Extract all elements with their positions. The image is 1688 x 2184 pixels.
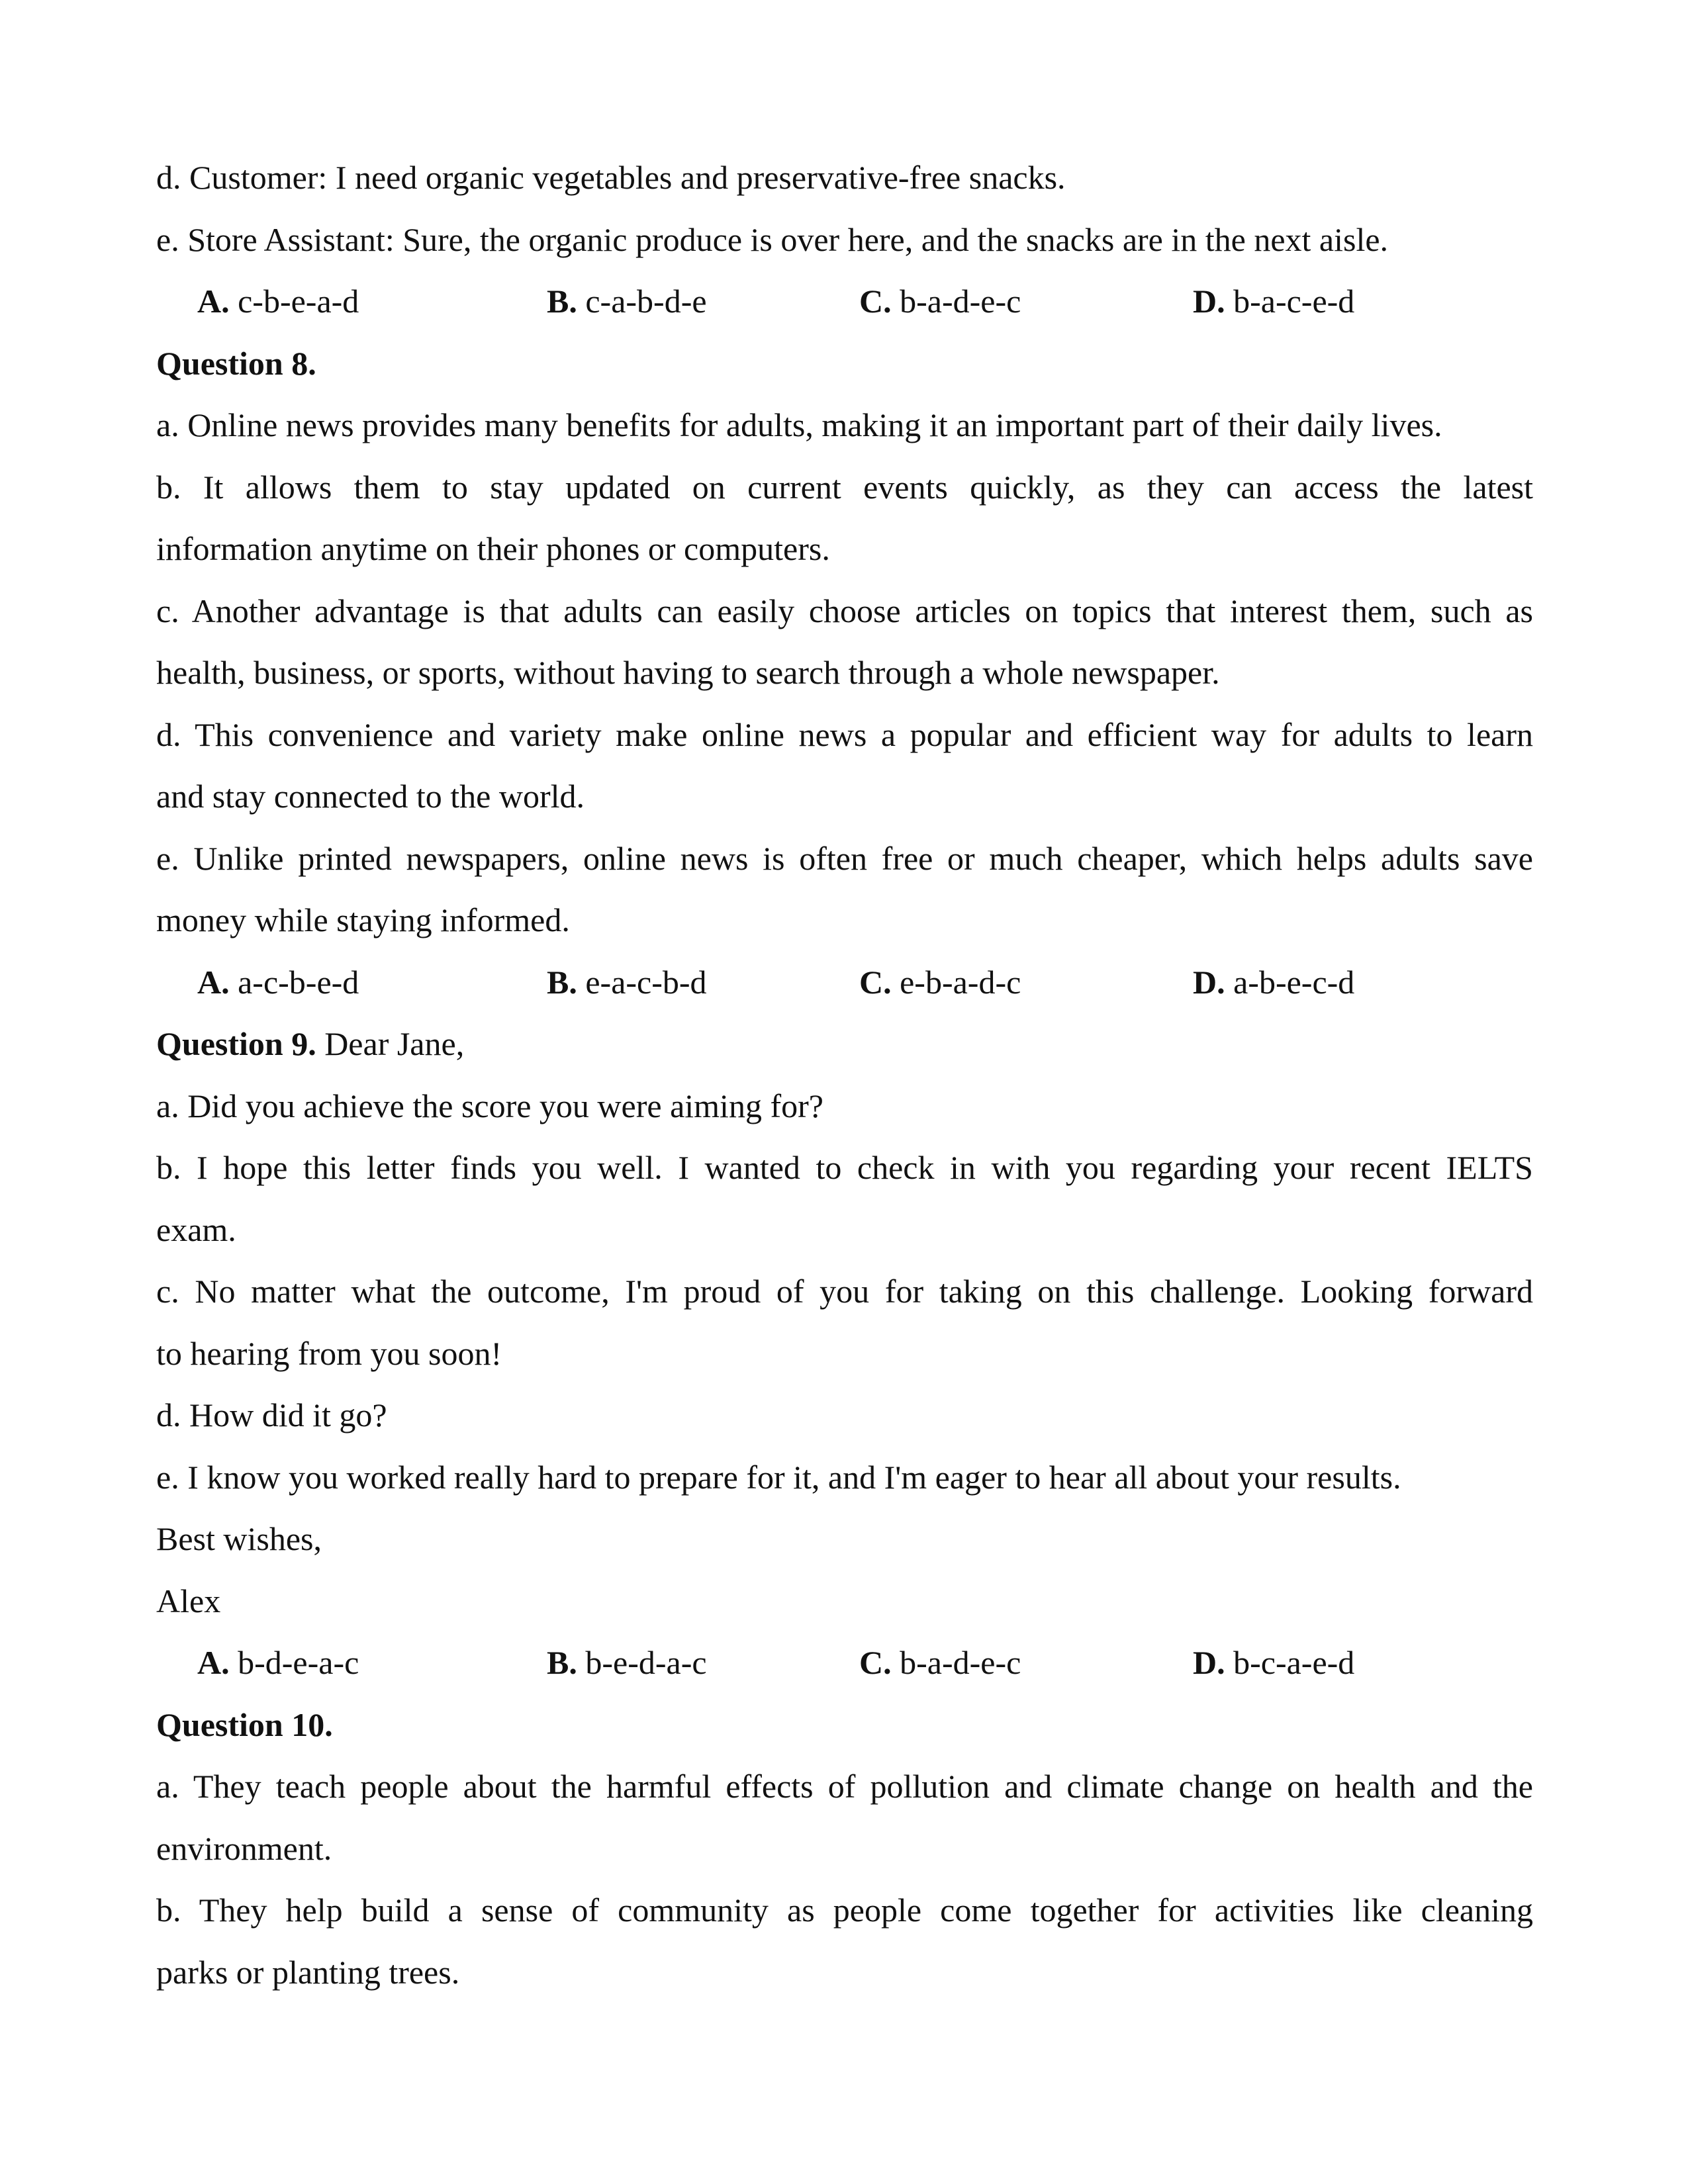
q7-option-b bbox=[547, 271, 707, 333]
option-letter: D. bbox=[1193, 963, 1225, 1001]
q8-option-a bbox=[197, 952, 359, 1014]
document-page bbox=[156, 147, 1533, 2003]
q9-options bbox=[156, 1632, 1533, 1694]
option-letter: A. bbox=[197, 283, 230, 320]
q10-sentence-a-line1: a. They teach people about the harmful effects of pollution and climate change on health and the bbox=[156, 1768, 1533, 1805]
q7-options bbox=[156, 271, 1533, 333]
q7-option-a bbox=[197, 271, 359, 333]
q8-sentence-d-line2: and stay connected to the world. bbox=[156, 778, 585, 815]
option-text: b-a-c-e-d bbox=[1233, 283, 1355, 320]
option-letter: B. bbox=[547, 1644, 577, 1681]
q8-option-d bbox=[1193, 952, 1354, 1014]
option-letter: B. bbox=[547, 963, 577, 1001]
q8-sentence-b-line2: information anytime on their phones or computers. bbox=[156, 530, 830, 567]
q7-sentence-e: e. Store Assistant: Sure, the organic produce is over here, and the snacks are in the next aisle. bbox=[156, 220, 1389, 258]
option-text: a-c-b-e-d bbox=[238, 963, 359, 1001]
q10-title: Question 10. bbox=[156, 1706, 333, 1743]
q9-option-b bbox=[547, 1632, 707, 1694]
q9-sentence-b-line2: exam. bbox=[156, 1210, 236, 1248]
q9-sentence-b-line1: b. I hope this letter finds you well. I wanted to check in with you regarding your recent IELTS bbox=[156, 1149, 1533, 1186]
q8-sentence-a: a. Online news provides many benefits for adults, making it an important part of their daily lives. bbox=[156, 406, 1442, 443]
option-text: c-a-b-d-e bbox=[585, 283, 707, 320]
q9-sentence-e: e. I know you worked really hard to prepare for it, and I'm eager to hear all about your results. bbox=[156, 1458, 1401, 1496]
q9-sentence-c-line2: to hearing from you soon! bbox=[156, 1334, 502, 1372]
q9-sentence-c-line1: c. No matter what the outcome, I'm proud of you for taking on this challenge. Looking forward bbox=[156, 1273, 1533, 1310]
q9-option-a bbox=[197, 1632, 359, 1694]
q10-sentence-b-line2: parks or planting trees. bbox=[156, 1953, 460, 1991]
option-letter: C. bbox=[859, 963, 892, 1001]
q9-greeting: Dear Jane, bbox=[316, 1025, 465, 1062]
option-text: b-e-d-a-c bbox=[585, 1644, 707, 1681]
q8-sentence-e-line1: e. Unlike printed newspapers, online news is often free or much cheaper, which helps adults save bbox=[156, 839, 1533, 877]
option-letter: B. bbox=[547, 283, 577, 320]
q8-sentence-c-line2: health, business, or sports, without having to search through a whole newspaper. bbox=[156, 654, 1220, 691]
q7-option-c bbox=[859, 271, 1021, 333]
option-text: b-a-d-e-c bbox=[900, 1644, 1021, 1681]
q10-sentence-b-line1: b. They help build a sense of community as people come together for activities like cleaning bbox=[156, 1891, 1533, 1929]
q9-option-d bbox=[1193, 1632, 1354, 1694]
q9-option-c bbox=[859, 1632, 1021, 1694]
q7-sentence-d: d. Customer: I need organic vegetables and preservative-free snacks. bbox=[156, 159, 1066, 196]
q9-signature: Alex bbox=[156, 1582, 221, 1619]
option-text: e-a-c-b-d bbox=[585, 963, 707, 1001]
q9-closing: Best wishes, bbox=[156, 1520, 322, 1557]
option-letter: A. bbox=[197, 1644, 230, 1681]
option-text: a-b-e-c-d bbox=[1233, 963, 1355, 1001]
q7-option-d bbox=[1193, 271, 1354, 333]
option-letter: C. bbox=[859, 1644, 892, 1681]
q8-sentence-d-line1: d. This convenience and variety make online news a popular and efficient way for adults to learn bbox=[156, 715, 1533, 753]
q8-options bbox=[156, 952, 1533, 1014]
q8-sentence-c-line1: c. Another advantage is that adults can easily choose articles on topics that interest them, such as bbox=[156, 592, 1533, 629]
option-text: b-d-e-a-c bbox=[238, 1644, 359, 1681]
q8-option-b bbox=[547, 952, 707, 1014]
q9-title: Question 9. bbox=[156, 1025, 316, 1062]
q8-sentence-b-line1: b. It allows them to stay updated on current events quickly, as they can access the latest bbox=[156, 468, 1533, 506]
option-letter: D. bbox=[1193, 1644, 1225, 1681]
option-text: b-c-a-e-d bbox=[1233, 1644, 1355, 1681]
q10-sentence-a-line2: environment. bbox=[156, 1829, 332, 1867]
option-letter: C. bbox=[859, 283, 892, 320]
option-letter: D. bbox=[1193, 283, 1225, 320]
q8-option-c bbox=[859, 952, 1021, 1014]
option-text: c-b-e-a-d bbox=[238, 283, 359, 320]
q9-heading-line bbox=[156, 1013, 1533, 1075]
q9-sentence-a: a. Did you achieve the score you were aiming for? bbox=[156, 1087, 823, 1124]
q9-sentence-d: d. How did it go? bbox=[156, 1396, 387, 1433]
q8-title: Question 8. bbox=[156, 344, 316, 382]
option-text: b-a-d-e-c bbox=[900, 283, 1021, 320]
option-text: e-b-a-d-c bbox=[900, 963, 1021, 1001]
q8-sentence-e-line2: money while staying informed. bbox=[156, 901, 570, 938]
option-letter: A. bbox=[197, 963, 230, 1001]
